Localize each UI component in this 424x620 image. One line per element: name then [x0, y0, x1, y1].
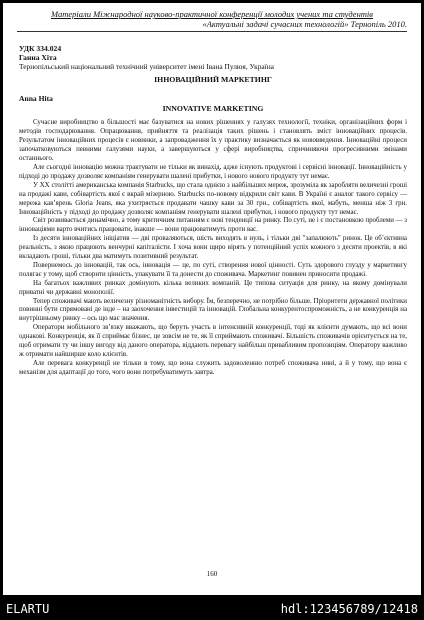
udk-code: УДК 334.024	[19, 44, 62, 53]
repository-name: ELARTU	[6, 602, 50, 616]
handle-id: hdl:123456789/12418	[280, 602, 418, 616]
paragraph: Тепер споживачі мають величезну різноманітність вибору. Їм, безперечно, не потрібно більше. Пріоритети державної політики повинні бути спрямовані де інде – на заохочення інвестицій та інновацій. Глобальна конкурентоспроможність, а не конкуренція на внутрішньому ринку – ось що має значення.	[19, 297, 407, 323]
paragraph: У ХХ столітті американська компанія Starbucks, що стала однією з найбільших мереж, зрозуміла як заробляти величезні гроші на продажі кави, собівартість якої є вкрай мізерною. Starbucks по-новому відкрили світ кави. В Україні є аналог такого сервісу — мережа кав’ярень Gloria Jeans, яка ухитряється продавати чашку кави за 30 грн., собівартість якої, мабуть, менша ніж 3 грн. Інноваційність у підході до продажу дозволяє компаніям генерувати шалені прибутки, і нового продукту тут немає.	[19, 181, 407, 216]
author-en: Anna Hita	[19, 93, 53, 103]
header-line-1: Матеріали Міжнародної науково-практичної конференції молодих учених та студентів	[51, 9, 373, 19]
paragraph: Із десяти інноваційних ініціатив — дві проваляються, шість виходять в нуль, і тільки дві "запалюють" ринок. Це об’єктивна реальність, з якою працюють венчурні капіталісти. І хоча вони щиро вірять у потенційний успіх кожного з десяти проектів, в які вкладають гроші, тільки два матимуть позитивний результат.	[19, 235, 407, 261]
affiliation: Тернопільський національний технічний університет імені Івана Пулюя, Україна	[19, 61, 274, 71]
paragraph: Але перевага конкуренції не тільки в тому, що вона служить задоволенню потреб споживача нині, а й у тому, що вона є механізм для адаптації до того, чого вони потребуватимуть завтра.	[19, 359, 407, 376]
title-ua: ІННОВАЦІЙНИЙ МАРКЕТИНГ	[154, 74, 272, 84]
author-ua: Ганна Хіта	[19, 52, 57, 62]
paragraph: На багатьох важливих ринках домінують кілька великих компаній. Це типова ситуація для ринку, на якому домінували приватні чи державні монополії.	[19, 279, 407, 296]
title-en: INNOVATIVE MARKETING	[162, 103, 264, 113]
page-number: 160	[206, 570, 218, 578]
paragraph: Але сьогодні інновацію можна трактувати не тільки як винахід, адже існують продуктові і сервісні інновації. Інноваційність у підході до продажу дозволяє компаніям генерувати шалені прибутки, і нового нового продукту тут немає.	[19, 163, 407, 180]
paragraph: Оператори мобільного зв’язку вважають, що беруть участь в інтенсивній конкуренції, тоді як клієнти думають, що всі вони однакові. Конкуренція, як її сприймає бізнес, це зовсім не те, як її сприймають споживачі. Більшість споживачів орієнтується на те, щоб отримати ту чи іншу вигоду від даного оператора, віддають перевагу найбільш привабливим пропозиціям. Оператору важливо ж отримати найширше коло клієнтів.	[19, 324, 407, 358]
paragraph: Сучасне виробництво в більшості має базуватися на нових рішеннях у галузях технології, техніки, організаційних форм і методів господарювання. Опрацювання, прийняття та реалізація таких рішень і становлять зміст інноваційних процесів. Результатом інноваційних процесів є новинки, а запровадження їх у практику визначається як нововведення. Інноваційні процеси започатковуються певними галузями науки, а завершуються у сфері виробництва, спричиняючи прогресивними змінами останнього.	[19, 119, 407, 163]
paragraph: Світ розвивається динамічно, а тому критичним питанням є нові тенденції на ринку. По суті, не і є постановкою проблеми — з інноваціями варто вчитись працювати, інакше — вони працюватимуть проти вас.	[19, 217, 407, 234]
running-header	[17, 9, 407, 32]
paragraph: Повернемось до інновацій, так ось, інновація — це, по суті, створення нової цінності. Суть здорового глузду у маркетингу полягає у тому, щоб створити цінність, упакувати її та донести до споживача. Маркетинг повинен приносити продажі.	[19, 261, 407, 278]
document-page	[3, 3, 421, 595]
article-body	[19, 45, 407, 378]
header-line-2: «Актуальні задачі сучасних технологій» Тернопіль 2010.	[202, 19, 407, 29]
repository-footer	[0, 601, 424, 620]
